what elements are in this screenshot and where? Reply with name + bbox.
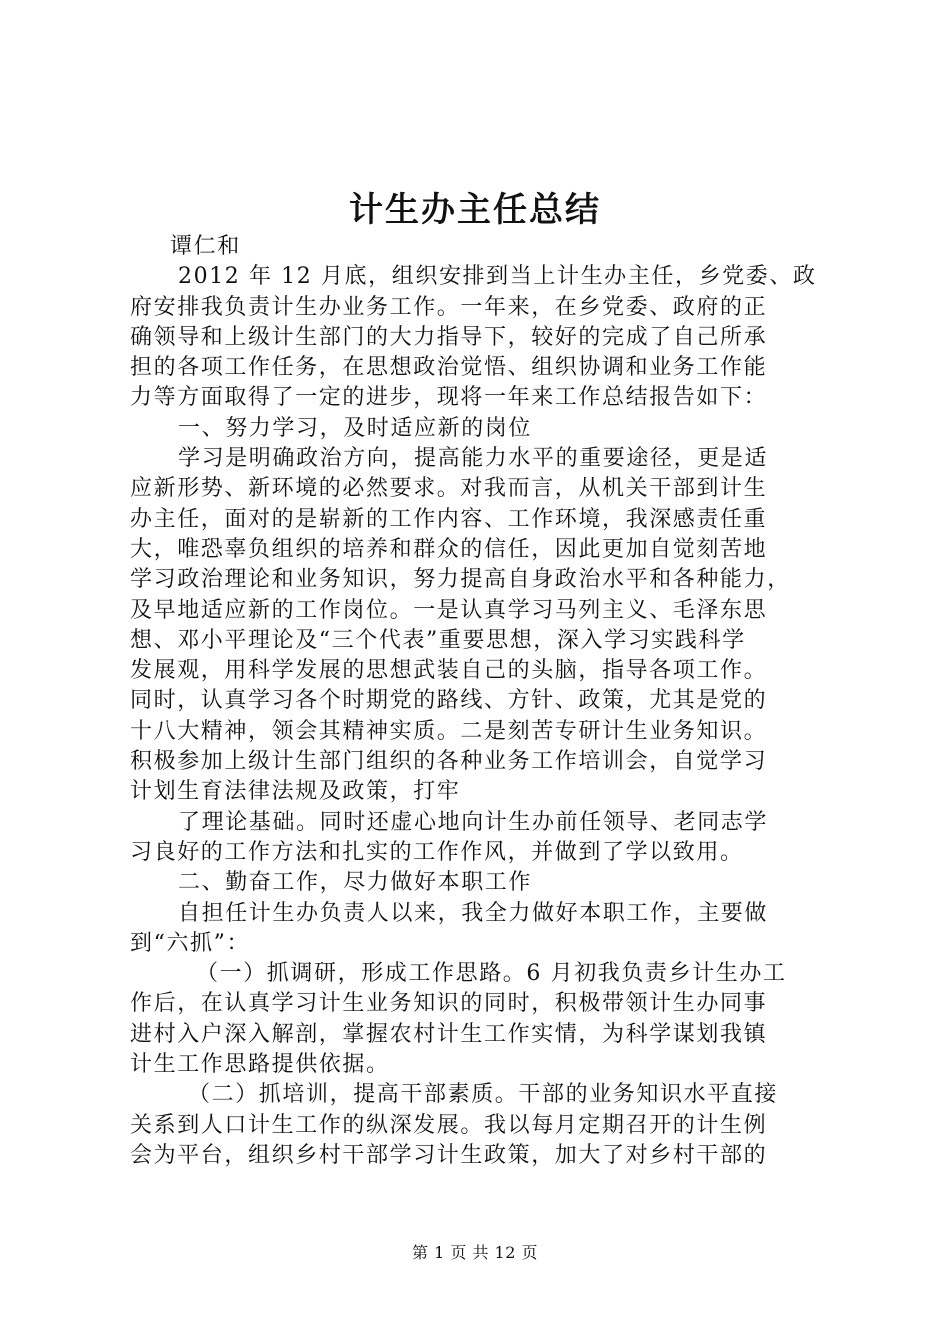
- paragraph-line: 会为平台，组织乡村干部学习计生政策，加大了对乡村干部的: [130, 1142, 768, 1168]
- document-title: 计生办主任总结: [349, 190, 601, 230]
- paragraph-line: 学习是明确政治方向，提高能力水平的重要途径，更是适: [178, 446, 769, 472]
- paragraph-line: 想、邓小平理论及“三个代表”重要思想，深入学习实践科学: [130, 627, 746, 653]
- paragraph-line: 十八大精神，领会其精神实质。二是刻苦专研计生业务知识。: [130, 718, 768, 744]
- paragraph-line: 担的各项工作任务，在思想政治觉悟、组织协调和业务工作能: [130, 355, 768, 381]
- document-body: [130, 232, 830, 1171]
- paragraph-line: 到“六抓”：: [130, 930, 251, 956]
- paragraph-line: 习良好的工作方法和扎实的工作作风，并做到了学以致用。: [130, 839, 744, 865]
- paragraph-line: 同时，认真学习各个时期党的路线、方针、政策，尤其是党的: [130, 688, 768, 714]
- paragraph-line: 进村入户深入解剖，掌握农村计生工作实情，为科学谋划我镇: [130, 1021, 768, 1047]
- section-heading: 一、努力学习，及时适应新的岗位: [178, 415, 533, 441]
- paragraph-line: 学习政治理论和业务知识，努力提高自身政治水平和各种能力，: [130, 567, 791, 593]
- author-line: 谭仁和: [170, 234, 241, 259]
- page-number-footer: 第 1 页 共 12 页: [412, 1243, 538, 1262]
- paragraph-line: 作后，在认真学习计生业务知识的同时，积极带领计生办同事: [130, 991, 768, 1017]
- paragraph-line: 力等方面取得了一定的进步，现将一年来工作总结报告如下：: [130, 385, 768, 411]
- paragraph-line: 应新形势、新环境的必然要求。对我而言，从机关干部到计生: [130, 476, 768, 502]
- subsection-line: （一）抓调研，形成工作思路。6 月初我负责乡计生办工: [196, 961, 787, 987]
- paragraph-line: 了理论基础。同时还虚心地向计生办前任领导、老同志学: [178, 809, 769, 835]
- section-heading: 二、勤奋工作，尽力做好本职工作: [178, 870, 533, 896]
- paragraph-line: 自担任计生办负责人以来，我全力做好本职工作，主要做: [178, 900, 769, 926]
- paragraph-line: 2012 年 12 月底，组织安排到当上计生办主任，乡党委、政: [178, 264, 817, 290]
- paragraph-line: 大，唯恐辜负组织的培养和群众的信任，因此更加自觉刻苦地: [130, 536, 768, 562]
- paragraph-line: 办主任，面对的是崭新的工作内容、工作环境，我深感责任重: [130, 506, 768, 532]
- subsection-line: （二）抓培训，提高干部素质。干部的业务知识水平直接: [188, 1082, 779, 1108]
- paragraph-line: 发展观，用科学发展的思想武装自己的头脑，指导各项工作。: [130, 658, 768, 684]
- paragraph-line: 确领导和上级计生部门的大力指导下，较好的完成了自己所承: [130, 324, 768, 350]
- paragraph-line: 关系到人口计生工作的纵深发展。我以每月定期召开的计生例: [130, 1112, 768, 1138]
- paragraph-line: 计划生育法律法规及政策，打牢: [130, 779, 461, 805]
- paragraph-line: 及早地适应新的工作岗位。一是认真学习马列主义、毛泽东思: [130, 597, 768, 623]
- paragraph-line: 计生工作思路提供依据。: [130, 1052, 390, 1078]
- paragraph-line: 府安排我负责计生办业务工作。一年来，在乡党委、政府的正: [130, 294, 768, 320]
- paragraph-line: 积极参加上级计生部门组织的各种业务工作培训会，自觉学习: [130, 749, 768, 775]
